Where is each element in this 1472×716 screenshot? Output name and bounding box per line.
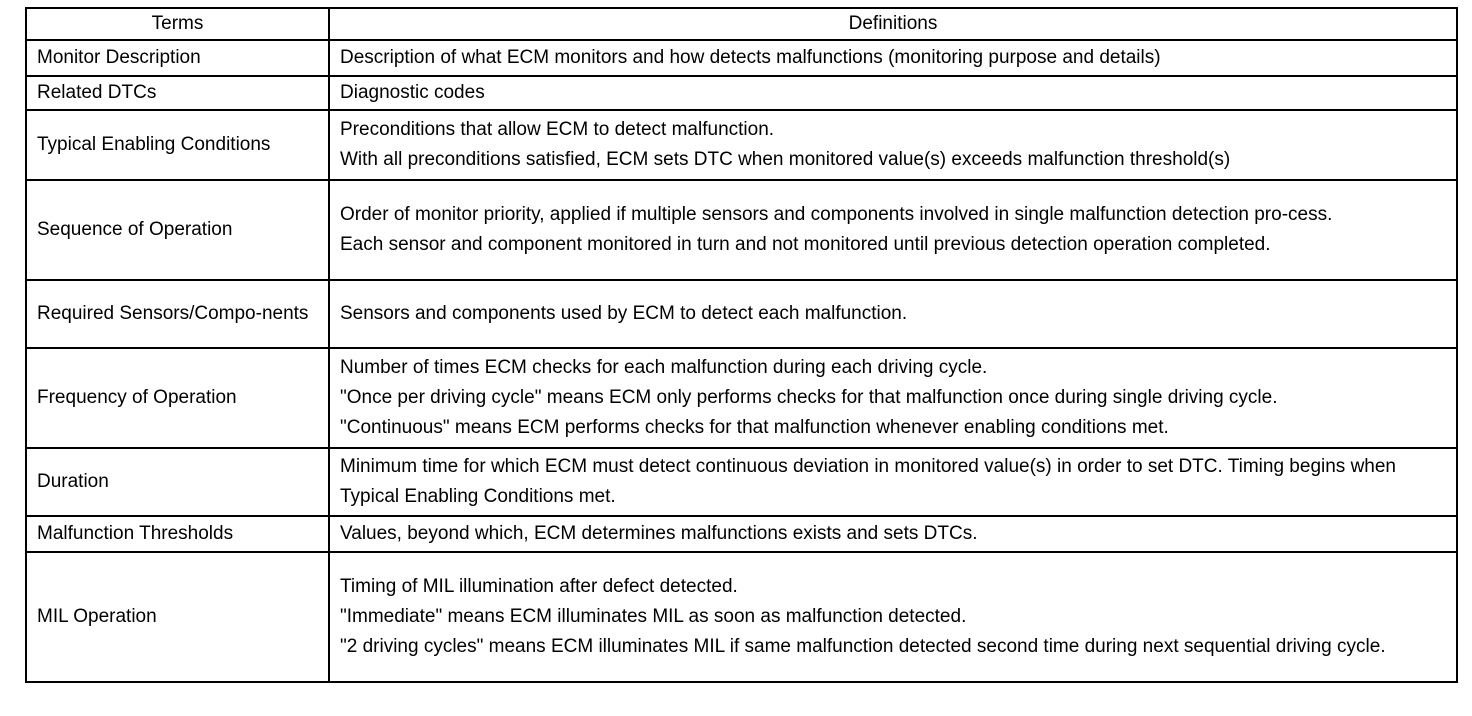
definition-line: "Once per driving cycle" means ECM only performs checks for that malfunction once during single driving cycle. [340, 387, 1278, 408]
term-cell: Related DTCs [26, 76, 329, 110]
definition-line: "Continuous" means ECM performs checks for that malfunction whenever enabling conditions met. [340, 417, 1169, 438]
term-cell: Typical Enabling Conditions [26, 110, 329, 180]
table-row [26, 448, 1457, 516]
definition-cell [329, 516, 1457, 552]
definition-cell [329, 110, 1457, 180]
terms-definitions-table-wrapper [25, 7, 1456, 683]
table-row [26, 76, 1457, 110]
definition-cell [329, 76, 1457, 110]
definition-cell [329, 552, 1457, 682]
table-row [26, 348, 1457, 448]
definition-line: Description of what ECM monitors and how detects malfunctions (monitoring purpose and details) [340, 47, 1161, 68]
definition-line: Order of monitor priority, applied if multiple sensors and components involved in single malfunction detection pro-cess. [340, 204, 1333, 225]
definition-cell [329, 180, 1457, 280]
table-row [26, 180, 1457, 280]
definition-line: Each sensor and component monitored in turn and not monitored until previous detection operation completed. [340, 234, 1271, 255]
term-cell: MIL Operation [26, 552, 329, 682]
definition-cell [329, 448, 1457, 516]
definition-line: Diagnostic codes [340, 82, 485, 103]
definition-line: Timing of MIL illumination after defect detected. [340, 576, 738, 597]
definition-line: "2 driving cycles" means ECM illuminates MIL if same malfunction detected second time during next sequential driving cycle. [340, 636, 1386, 657]
table-row [26, 280, 1457, 348]
term-cell: Frequency of Operation [26, 348, 329, 448]
definition-cell [329, 280, 1457, 348]
definition-line: Number of times ECM checks for each malfunction during each driving cycle. [340, 357, 988, 378]
terms-column-header: Terms [26, 8, 329, 40]
term-cell: Malfunction Thresholds [26, 516, 329, 552]
table-row [26, 516, 1457, 552]
terms-definitions-table [25, 7, 1458, 683]
table-row [26, 40, 1457, 76]
definition-cell [329, 40, 1457, 76]
term-cell: Sequence of Operation [26, 180, 329, 280]
definition-line: With all preconditions satisfied, ECM sets DTC when monitored value(s) exceeds malfunction threshold(s) [340, 149, 1231, 170]
definition-line: Preconditions that allow ECM to detect malfunction. [340, 119, 775, 140]
definition-line: Values, beyond which, ECM determines malfunctions exists and sets DTCs. [340, 523, 978, 544]
definition-cell [329, 348, 1457, 448]
term-cell: Required Sensors/Compo-nents [26, 280, 329, 348]
definition-line: Sensors and components used by ECM to detect each malfunction. [340, 303, 908, 324]
table-row [26, 110, 1457, 180]
term-cell: Duration [26, 448, 329, 516]
definitions-column-header: Definitions [329, 8, 1457, 40]
table-row [26, 552, 1457, 682]
definition-line: "Immediate" means ECM illuminates MIL as soon as malfunction detected. [340, 606, 967, 627]
term-cell: Monitor Description [26, 40, 329, 76]
definition-line: Minimum time for which ECM must detect continuous deviation in monitored value(s) in order to set DTC. Timing begins when Typical Enabling Conditions met. [340, 456, 1396, 507]
table-header-row [26, 8, 1457, 40]
